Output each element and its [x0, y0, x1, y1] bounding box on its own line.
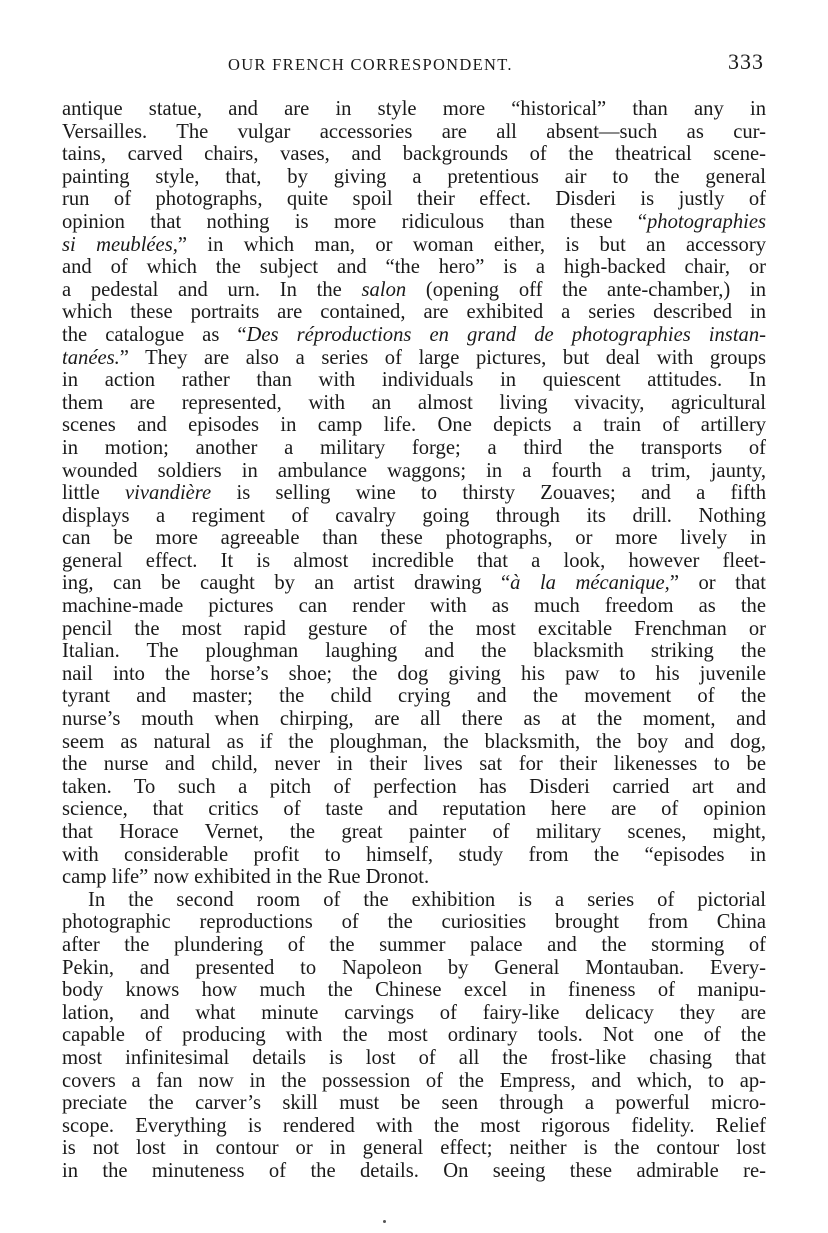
text-line: [62, 437, 766, 460]
text-line: [62, 798, 766, 821]
line-text: science, that critics of taste and reputation here are of opinion: [62, 798, 766, 821]
text-line: [62, 844, 766, 867]
line-text: and of which the subject and “the hero” is a high-backed chair, or: [62, 256, 766, 279]
text-line: [62, 1047, 766, 1070]
line-text: them are represented, with an almost living vivacity, agricultural: [62, 391, 766, 414]
line-text: ” They are also a series of large pictures, but deal with groups: [119, 346, 766, 369]
text-line: [62, 889, 766, 912]
text-line: [62, 979, 766, 1002]
line-text: run of photographs, quite spoil their effect. Disderi is justly of: [62, 188, 766, 211]
line-text: antique statue, and are in style more “historical” than any in: [62, 98, 766, 120]
text-line: [62, 1092, 766, 1115]
text-line: [62, 234, 766, 257]
line-text: Versailles. The vulgar accessories are all absent—such as cur-: [62, 120, 766, 143]
line-text: a pedestal and urn. In the: [62, 278, 362, 301]
text-line: [62, 211, 766, 234]
text-line: [62, 505, 766, 528]
line-text: (opening off the ante-chamber,) in: [406, 278, 767, 301]
document-page: [62, 0, 766, 1233]
text-line: [62, 1115, 766, 1138]
line-text: covers a fan now in the possession of the Empress, and which, to ap-: [62, 1069, 766, 1092]
body-text: [62, 98, 766, 1183]
line-text: machine-made pictures can render with as much freedom as the: [62, 595, 766, 618]
text-line: [62, 121, 766, 144]
text-line: [62, 301, 766, 324]
text-line: [62, 143, 766, 166]
text-line: [62, 1070, 766, 1093]
line-text: pencil the most rapid gesture of the most excitable Frenchman or: [62, 617, 766, 640]
line-text: capable of producing with the most ordinary tools. Not one of the: [62, 1024, 766, 1047]
text-line: [62, 640, 766, 663]
italic-text: salon: [361, 278, 407, 301]
text-line: [62, 911, 766, 934]
text-line: [62, 1160, 766, 1183]
text-line: [62, 324, 766, 347]
line-text: tyrant and master; the child crying and the movement of the: [62, 685, 766, 708]
text-line: [62, 550, 766, 573]
running-title: OUR FRENCH CORRESPONDENT.: [228, 55, 513, 74]
line-text: ” or that: [669, 572, 766, 595]
text-line: [62, 618, 766, 641]
line-text: displays a regiment of cavalry going through its drill. Nothing: [62, 504, 766, 527]
line-text: preciate the carver’s skill must be seen through a powerful micro-: [62, 1092, 766, 1115]
line-text: opinion that nothing is more ridiculous than these “: [62, 210, 647, 233]
text-line: [62, 663, 766, 686]
line-text: is selling wine to thirsty Zouaves; and a fifth: [211, 482, 766, 505]
line-text: nail into the horse’s shoe; the dog giving his paw to his juvenile: [62, 662, 766, 685]
line-text: tains, carved chairs, vases, and backgrounds of the theatrical scene-: [62, 143, 766, 166]
text-line: [62, 572, 766, 595]
italic-text: à la mécanique,: [510, 572, 670, 595]
line-text: scenes and episodes in camp life. One depicts a train of artillery: [62, 414, 766, 437]
italic-text: photographies: [647, 210, 766, 233]
line-text: wounded soldiers in ambulance waggons; in a fourth a trim, jaunty,: [62, 459, 766, 482]
line-text: Pekin, and presented to Napoleon by General Montauban. Every-: [62, 956, 766, 979]
line-text: can be more agreeable than these photographs, or more lively in: [62, 527, 766, 550]
italic-text: vivandière: [125, 482, 212, 505]
italic-text: tanées.: [62, 346, 120, 369]
line-text: in the minuteness of the details. On seeing these admirable re-: [62, 1159, 766, 1182]
text-line: [62, 482, 766, 505]
italic-text: si meublées,: [62, 233, 178, 256]
text-line: [62, 776, 766, 799]
page-number: 333: [728, 49, 764, 74]
line-text: in motion; another a military forge; a third the transports of: [62, 436, 766, 459]
text-line: [62, 188, 766, 211]
text-line: [62, 279, 766, 302]
line-text: body knows how much the Chinese excel in fineness of manipu-: [62, 979, 766, 1002]
text-line: [62, 957, 766, 980]
text-line: [62, 166, 766, 189]
line-text: is not lost in contour or in general effect; neither is the contour lost: [62, 1137, 766, 1160]
text-line: [62, 527, 766, 550]
text-line: [62, 1002, 766, 1025]
line-text: lation, and what minute carvings of fairy-like delicacy they are: [62, 1001, 766, 1024]
text-line: [62, 731, 766, 754]
line-text: painting style, that, by giving a pretentious air to the general: [62, 165, 766, 188]
line-text: scope. Everything is rendered with the most rigorous fidelity. Relief: [62, 1114, 766, 1137]
text-line: [62, 256, 766, 279]
text-line: [62, 1137, 766, 1160]
line-text: in action rather than with individuals in quiescent attitudes. In: [62, 369, 766, 392]
text-line: [62, 347, 766, 370]
line-text: the nurse and child, never in their lives sat for their likenesses to be: [62, 753, 766, 776]
text-line: [62, 685, 766, 708]
line-text: that Horace Vernet, the great painter of military scenes, might,: [62, 821, 766, 843]
line-text: the catalogue as “: [62, 323, 247, 346]
line-text: seem as natural as if the ploughman, the blacksmith, the boy and dog,: [62, 730, 766, 753]
line-text: most infinitesimal details is lost of all the frost-like chasing that: [62, 1046, 766, 1069]
print-speck: [383, 1220, 386, 1223]
text-line: [62, 1024, 766, 1047]
line-text: which these portraits are contained, are exhibited a series described in: [62, 301, 766, 324]
text-line: [62, 934, 766, 957]
line-text: nurse’s mouth when chirping, are all there as at the moment, and: [62, 708, 766, 731]
text-line: [62, 392, 766, 415]
text-line: [62, 460, 766, 483]
text-line: [62, 753, 766, 776]
line-text: In the second room of the exhibition is a series of pictorial: [88, 888, 766, 911]
line-text: after the plundering of the summer palace and the storming of: [62, 933, 766, 956]
line-text: little: [62, 482, 126, 505]
text-line: [62, 866, 766, 889]
line-text: ” in which man, or woman either, is but an accessory: [177, 233, 767, 256]
text-line: [62, 369, 766, 392]
text-line: [62, 414, 766, 437]
line-text: with considerable profit to himself, study from the “episodes in: [62, 843, 766, 866]
text-line: [62, 821, 766, 844]
line-text: camp life” now exhibited in the Rue Dronot.: [62, 866, 430, 889]
text-line: [62, 98, 766, 121]
page-header: [62, 49, 766, 78]
line-text: Italian. The ploughman laughing and the blacksmith striking the: [62, 640, 766, 663]
italic-text: Des réproductions en grand de photographies instan-: [246, 323, 766, 346]
text-line: [62, 595, 766, 618]
line-text: photographic reproductions of the curiosities brought from China: [62, 911, 766, 934]
text-line: [62, 708, 766, 731]
line-text: ing, can be caught by an artist drawing “: [62, 572, 511, 595]
line-text: taken. To such a pitch of perfection has Disderi carried art and: [62, 775, 766, 798]
line-text: general effect. It is almost incredible that a look, however fleet-: [62, 549, 766, 572]
